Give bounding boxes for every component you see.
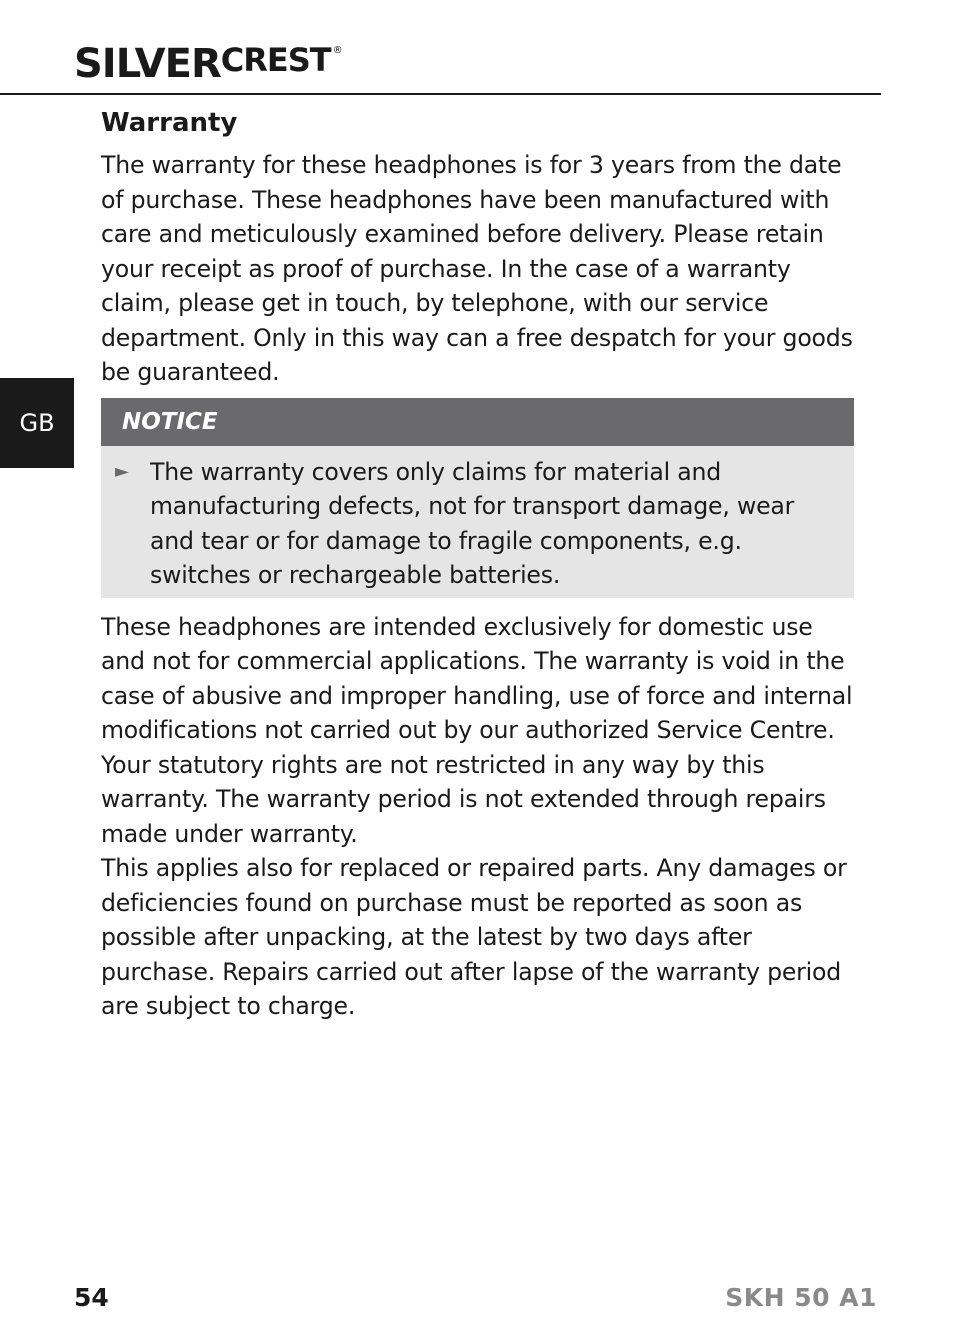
brand-logo-silver: SILVER [74, 41, 221, 87]
model-number: SKH 50 A1 [725, 1283, 877, 1312]
registered-mark: ® [332, 45, 342, 56]
notice-text: The warranty covers only claims for material and manufacturing defects, not for transport damage, wear and tear or for damage to fragile components, e.g. switches or rechargeable batteries. [150, 457, 795, 589]
notice-heading: NOTICE [122, 408, 218, 435]
page-number: 54 [74, 1283, 109, 1312]
section-title: Warranty [101, 108, 238, 138]
language-tab-label: GB [19, 409, 55, 437]
brand-logo [74, 41, 342, 87]
paragraph-usage: These headphones are intended exclusively for domestic use and not for commercial applications. The warranty is void in the case of abusive and improper handling, use of force and internal modifications not carried out by our authorized Service Centre. Your statutory rights are not restricted in any way by this warranty. The warranty period is not extended through repairs made under warranty. [101, 612, 853, 848]
notice-header [101, 398, 854, 446]
main-content [101, 106, 857, 1024]
notice-body [101, 446, 854, 598]
intro-paragraph: The warranty for these headphones is for 3 years from the date of purchase. These headphones have been manufactured with care and meticulously examined before delivery. Please retain your receipt as proof of purchase. In the case of a warranty claim, please get in touch, by telephone, with our service department. Only in this way can a free despatch for your goods be guaranteed. [101, 151, 853, 386]
paragraph-parts: This applies also for replaced or repaired parts. Any damages or deficiencies found on purchase must be reported as soon as possible after unpacking, at the latest by two days after purchase. Repairs carried out after lapse of the warranty period are subject to charge. [101, 854, 847, 1020]
brand-logo-crest: CREST [220, 41, 331, 79]
bullet-arrow-icon: ► [115, 460, 129, 482]
header-divider [0, 93, 881, 95]
language-tab [0, 378, 74, 468]
notice-box [101, 398, 854, 598]
